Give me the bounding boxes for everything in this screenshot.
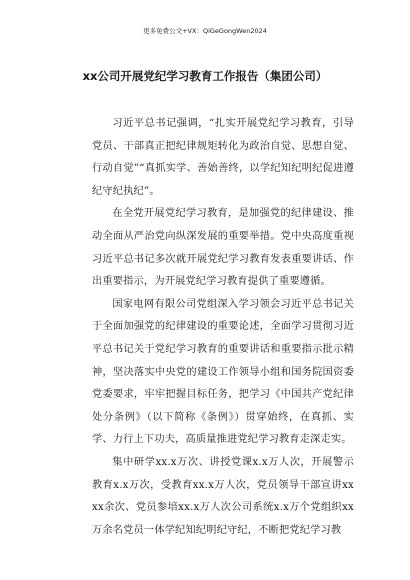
document-body [92, 113, 354, 542]
paragraph: 国家电网有限公司党组深入学习领会习近平总书记关于全面加强党的纪律建设的重要论述，全面学习贯彻习近平总书记关于党纪学习教育的重要讲话和重要指示批示精神，坚决落实中央党的建设工作领导小组和国务院国资委党委要求，牢牢把握目标任务，把学习《中国共产党纪律处分条例》（以下简称《条例》）贯穿始终，在真抓、实学、力行上下功夫，高质量推进党纪学习教育走深走实。 [92, 298, 354, 446]
document-title: xx公司开展党纪学习教育工作报告（集团公司） [82, 69, 328, 83]
paragraph: 习近平总书记强调，“扎实开展党纪学习教育，引导党员、干部真正把纪律规矩转化为政治自觉、思想自觉、行动自觉”“真抓实学、善始善终，以学纪知纪明纪促进遵纪守纪执纪”。 [92, 118, 354, 197]
header-note: 更多免费公文+VX：QiGeGongWen2024 [143, 27, 267, 35]
paragraph: 集中研学xx.x万次、讲授党课x.x万人次，开展警示教育x.x万次，受教育xx.x万人次，党员领导干部宣讲xxxx余次、党员参培xx.x万人次公司系统x.x万个党组织xx万余名党员一体学纪知纪明纪守纪，不断把党纪学习教 [92, 456, 354, 536]
paragraph: 在全党开展党纪学习教育，是加强党的纪律建设、推动全面从严治党向纵深发展的重要举措。党中央高度重视习近平总书记多次就开展党纪学习教育发表重要讲话、作出重要指示，为开展党纪学习教育提供了重要遵循。 [92, 208, 354, 288]
